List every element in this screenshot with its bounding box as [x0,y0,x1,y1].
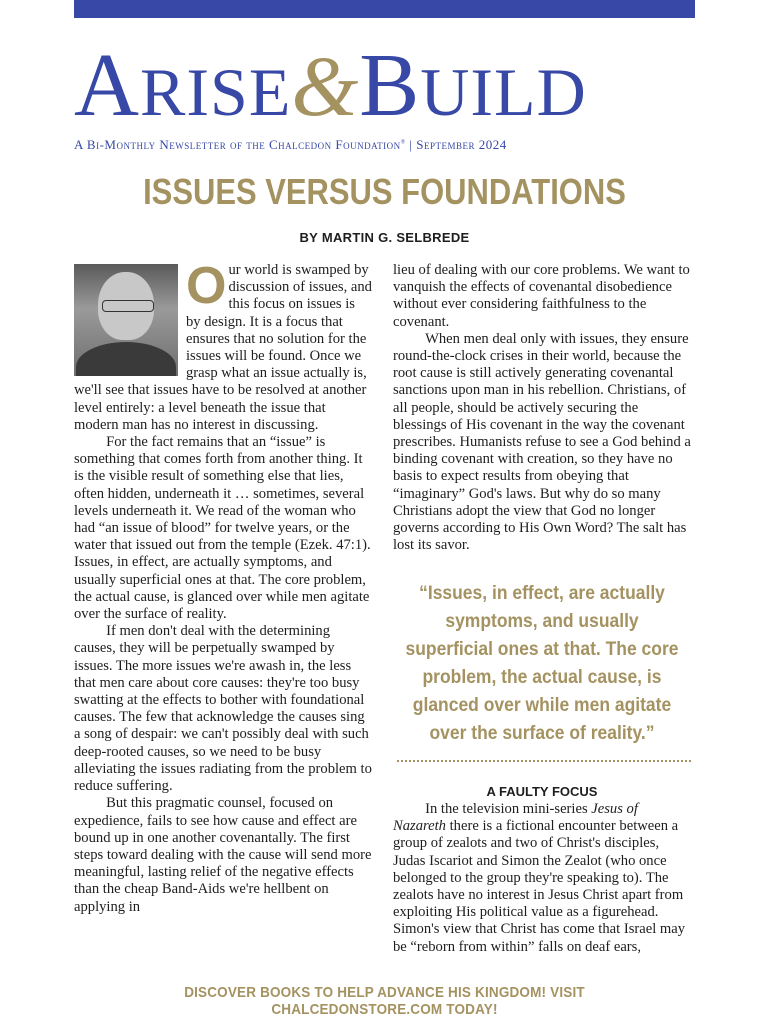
paragraph: When men deal only with issues, they ensure round-the-clock crises in their world, because the root cause is still actively generating covenantal sanctions upon man in his rebellion. Christians, of all people, should be actively securing the blessings of His covenant in the way the covenant prescribes. Humanists refuse to see a God behind a binding covenant with creation, so they have no basis to expect results from obeying that “imaginary” God's laws. But why do so many Christians adopt the view that God no longer governs according to His Own Word? The salt has lost its savor. [393,330,691,554]
article-byline: BY MARTIN G. SELBREDE [299,230,470,245]
author-photo [74,264,178,376]
left-column [74,257,372,916]
drop-cap: O [186,257,227,315]
paragraph: If men don't deal with the determining causes, they will be perpetually swamped by issues. The more issues we're awash in, the less that men care about core causes: they're too busy swatting at the effects to bother with foundational causes. The few that acknowledge the causes sing a song of despair: we can't possibly deal with such deep-rooted causes, so we need to be busy alleviating the issues radiating from the problem to reduce suffering. [74,623,372,795]
masthead-logo: ARISE&BUILD [74,36,587,135]
right-column-continued [393,801,691,956]
pull-quote: “Issues, in effect, are actually symptoms, and usually superficial ones at that. The core problem, the actual cause, is glanced over while men agitate over the surface of reality.” [405,583,679,744]
top-color-bar [74,0,695,18]
section-heading: A FAULTY FOCUS [486,784,598,799]
newsletter-tagline: A Bi-Monthly Newsletter of the Chalcedon Foundation® | September 2024 [74,137,507,152]
paragraph: But this pragmatic counsel, focused on expedience, fails to see how cause and effect are bound up in one another covenantally. The first steps toward dealing with the cause will send more meaningful, lasting relief of the negative effects than the cheap Band-Aids we're hellbent on applying in [74,795,372,915]
store-promo-link[interactable]: DISCOVER BOOKS TO HELP ADVANCE HIS KINGDOM! VISIT CHALCEDONSTORE.COM TODAY! [184,984,585,1018]
paragraph: Our world is swamped by discussion of issues, and this focus on issues is by design. It is a focus that ensures that no solution for the issues will be found. Once we grasp what an issue actually is, we'll see that issues have to be resolved at another level entirely: a level beneath the issue that modern man has no interest in discussing. [74,257,372,433]
article-headline: ISSUES VERSUS FOUNDATIONS [143,171,626,212]
paragraph: In the television mini-series Jesus of Nazareth there is a fictional encounter between a group of zealots and two of Christ's disciples, Judas Iscariot and Simon the Zealot (who once belonged to the group they're speaking to). The zealots have no interest in Jesus Christ apart from exploiting His political value as a figurehead. Simon's view that Christ has come that Israel may be “reborn from within” falls on deaf ears, [393,801,686,955]
paragraph: lieu of dealing with our core problems. We want to vanquish the effects of covenantal disobedience without ever considering faithfulness to the covenant. [393,262,690,330]
divider [397,760,691,762]
paragraph: For the fact remains that an “issue” is something that comes forth from another thing. It is the visible result of something else that lies, often hidden, underneath it … sometimes, several levels underneath it. We read of the woman who had “an issue of blood” for twelve years, or the water that issued out from the temple (Ezek. 47:1). Issues, in effect, are actually symptoms, and usually superficial ones at that. The core problem, the actual cause, is glanced over while men agitate over the surface of reality. [74,434,371,623]
right-column [393,262,691,554]
